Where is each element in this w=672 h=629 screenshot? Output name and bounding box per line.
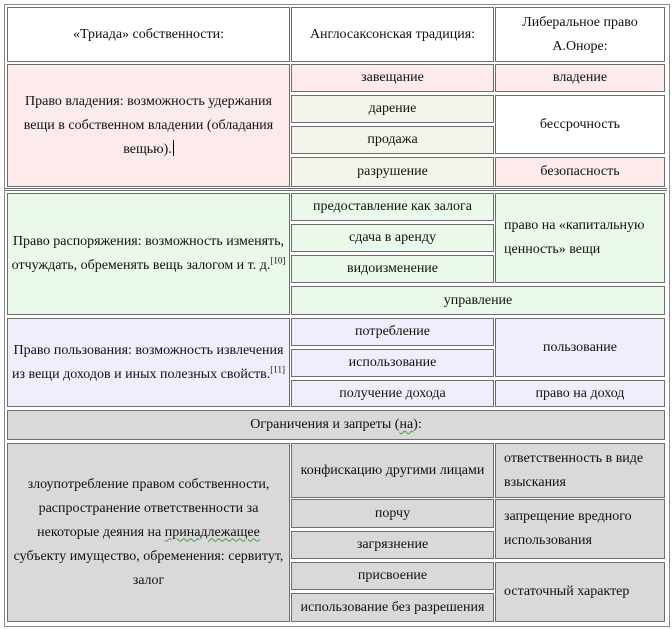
anglo-sale [291, 126, 494, 154]
honore-capital [495, 193, 665, 283]
header-honore [495, 7, 665, 62]
anglo-pollution-text: загрязнение [356, 537, 429, 552]
honore-use [495, 318, 665, 377]
anglo-appropriation-text: присвоение [357, 568, 428, 583]
anglo-consumption-text: потребление [355, 324, 430, 339]
section-divider [5, 188, 667, 191]
anglo-unauthorized-use [291, 593, 494, 622]
limits-title [7, 410, 665, 440]
limits-desc-part2: субъекту имущество, обременения: сервитут, залог [13, 548, 284, 588]
honore-security-text: безопасность [540, 164, 620, 179]
header-honore-line2: А.Оноре: [552, 38, 608, 54]
limits-description-text [11, 473, 286, 593]
honore-use-text: пользование [543, 339, 617, 355]
anglo-confiscation [291, 443, 494, 498]
honore-income-text: право на доход [535, 385, 625, 401]
anglo-income-text: получение дохода [339, 385, 446, 401]
anglo-destruction [291, 157, 494, 187]
limits-title-before: Ограничения и запреты ( [250, 417, 400, 432]
anglo-income [291, 380, 494, 407]
footnote-ref-11[interactable]: [11] [270, 363, 285, 374]
anglo-lease-text: сдача в аренду [349, 230, 436, 245]
anglo-pledge-text: предоставление как залога [313, 199, 472, 214]
honore-liability [495, 443, 665, 498]
right-use-text [11, 339, 286, 387]
limits-description [7, 443, 290, 622]
right-possession-label: Право владения: возможность удержания вещи в собственном владении (обладания вещью). [23, 93, 274, 157]
anglo-sale-text: продажа [367, 132, 418, 147]
honore-capital-text: право на «капитальную ценность» вещи [504, 218, 645, 257]
text-cursor [173, 140, 174, 156]
header-anglo-text: Англосаксонская традиция: [309, 26, 476, 42]
limits-title-text [250, 413, 421, 437]
anglo-bequest [291, 64, 494, 92]
limits-title-after: ): [413, 417, 422, 432]
honore-harmful-use-text: запрещение вредного использования [504, 509, 632, 548]
honore-liability-text: ответственность в виде взыскания [504, 450, 644, 490]
shared-management-text: управление [443, 292, 513, 308]
anglo-modification-text: видоизменение [346, 261, 439, 276]
anglo-gift-text: дарение [368, 101, 417, 116]
honore-perpetuity-text: бессрочность [539, 116, 621, 132]
right-possession [7, 64, 290, 187]
anglo-unauthorized-use-text: использование без разрешения [300, 599, 485, 615]
anglo-damage-text: порчу [374, 505, 411, 521]
header-triad [7, 7, 290, 62]
header-triad-text: «Триада» собственности: [72, 26, 225, 42]
honore-harmful-use [495, 499, 665, 559]
honore-possession-text: владение [552, 70, 608, 85]
limits-desc-word: принадлежащее [164, 524, 260, 540]
right-disposal-label: Право распоряжения: возможность изменять, отчуждать, обременять вещь залогом и т. д. [11, 234, 285, 273]
header-anglo [291, 7, 494, 62]
header-honore-line1: Либеральное право [522, 14, 638, 30]
footnote-ref-10[interactable]: [10] [270, 255, 286, 266]
anglo-using-text: использование [348, 355, 437, 370]
ownership-table [4, 4, 670, 627]
anglo-modification [291, 255, 494, 283]
right-use [7, 318, 290, 407]
right-disposal [7, 193, 290, 315]
honore-security [495, 157, 665, 187]
anglo-bequest-text: завещание [361, 70, 424, 85]
honore-income [495, 380, 665, 407]
honore-perpetuity [495, 95, 665, 154]
anglo-lease [291, 224, 494, 252]
anglo-consumption [291, 318, 494, 346]
right-disposal-text [11, 230, 286, 278]
right-use-label: Право пользования: возможность извлечения из вещи доходов и иных полезных свойств. [12, 342, 284, 382]
honore-residual [495, 562, 665, 622]
anglo-pollution [291, 531, 494, 559]
limits-desc-part1: злоупотребление правом собственности, распространение ответственности за некоторые деяния на [27, 476, 270, 540]
limits-title-word: на [399, 417, 414, 432]
honore-possession [495, 64, 665, 92]
anglo-destruction-text: разрушение [357, 164, 428, 179]
anglo-gift [291, 95, 494, 123]
honore-residual-text: остаточный характер [504, 584, 630, 599]
anglo-using [291, 349, 494, 377]
anglo-appropriation [291, 562, 494, 590]
anglo-pledge [291, 193, 494, 221]
anglo-confiscation-text: конфискацию другими лицами [300, 462, 485, 478]
right-possession-text [11, 90, 286, 162]
anglo-damage [291, 499, 494, 528]
shared-management [291, 286, 665, 315]
